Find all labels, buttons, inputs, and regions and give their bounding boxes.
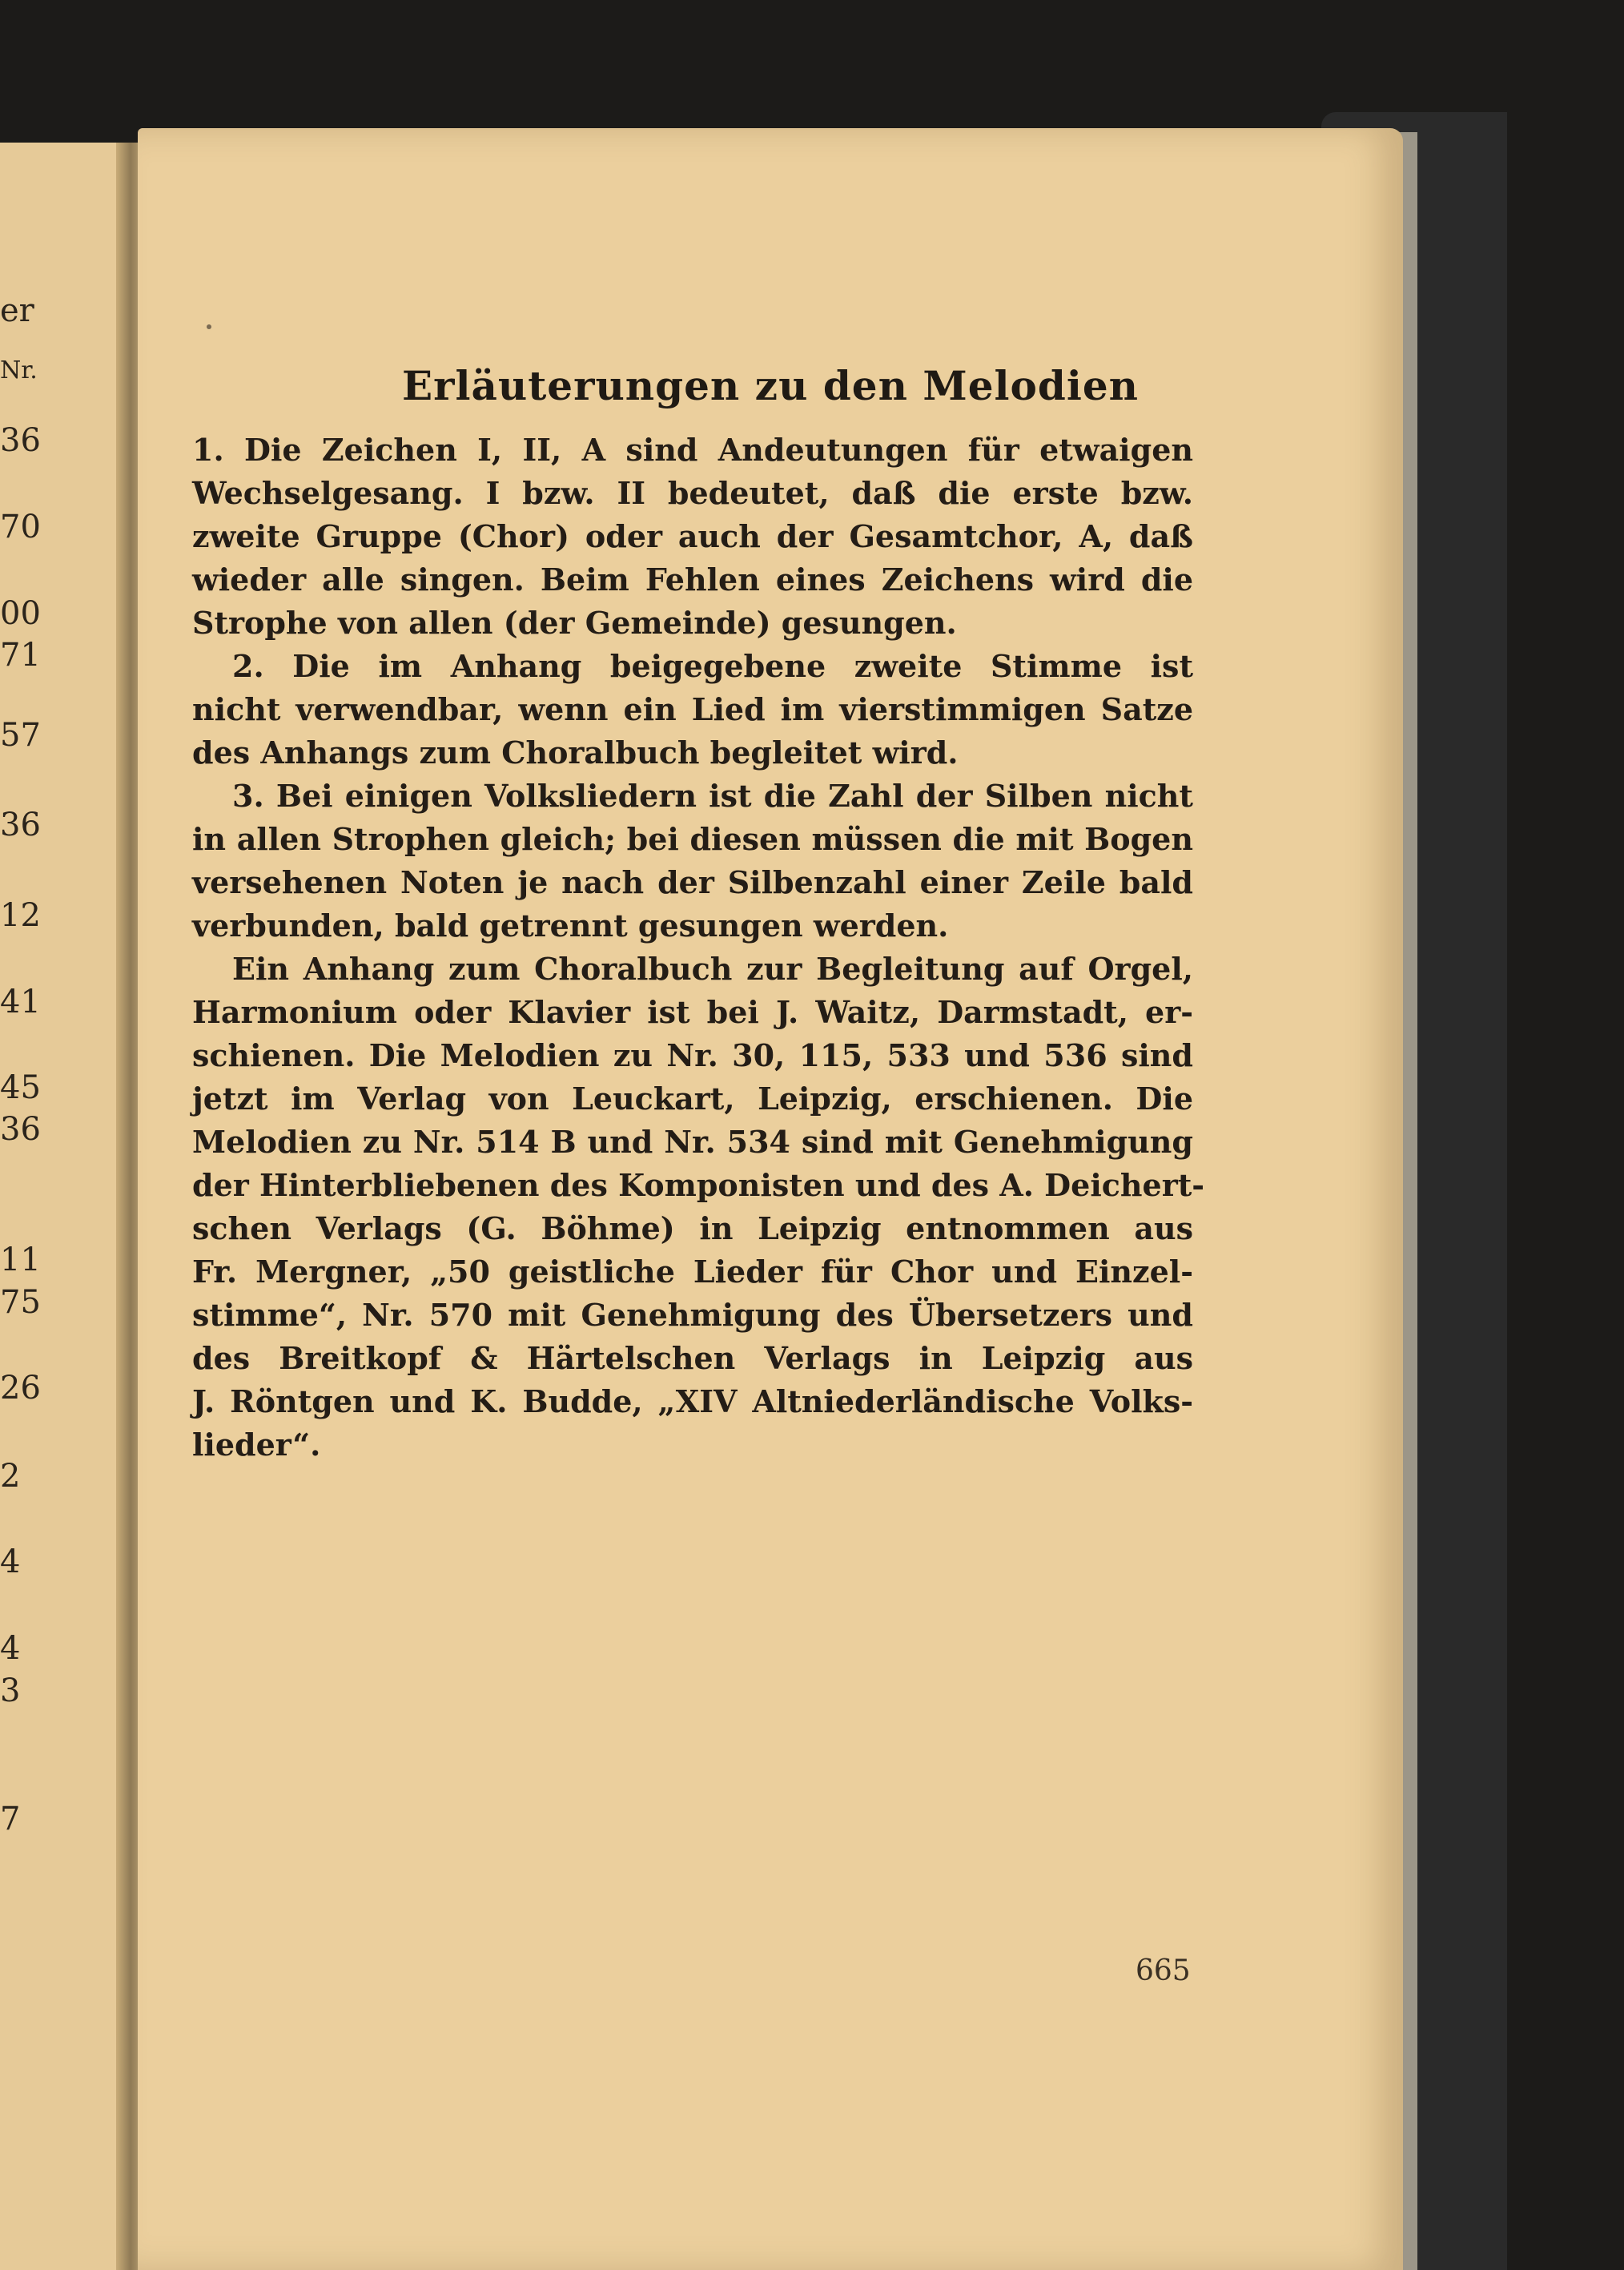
text-line: des Anhangs zum Choralbuch begleitet wird. xyxy=(192,735,959,771)
text-line: Strophe von allen (der Gemeinde) gesungen. xyxy=(192,605,957,641)
left-page-number: 36 xyxy=(0,422,41,459)
left-page-number: 7 xyxy=(0,1801,21,1837)
text-line: schen Verlags (G. Böhme) in Leipzig entnommen aus xyxy=(192,1210,1193,1246)
left-page-number: 00 xyxy=(0,595,41,632)
left-page-number: 70 xyxy=(0,509,41,545)
left-page-number: 3 xyxy=(0,1672,21,1709)
page-title: Erläuterungen zu den Melodien xyxy=(402,362,1139,409)
left-page-number: Nr. xyxy=(0,356,38,384)
left-page-number: 4 xyxy=(0,1544,21,1580)
text-line: stimme“, Nr. 570 mit Genehmigung des Übersetzers und xyxy=(192,1297,1193,1333)
left-page-number: 45 xyxy=(0,1069,41,1106)
left-page-number: 41 xyxy=(0,984,41,1020)
text-line: jetzt im Verlag von Leuckart, Leipzig, erschienen. Die xyxy=(192,1081,1193,1117)
text-line: 1. Die Zeichen I, II, A sind Andeutungen für etwaigen xyxy=(192,432,1193,468)
text-line: schienen. Die Melodien zu Nr. 30, 115, 533 und 536 sind xyxy=(192,1037,1193,1073)
text-line: des Breitkopf & Härtelschen Verlags in Leipzig aus xyxy=(192,1340,1193,1376)
left-page-number: 12 xyxy=(0,897,41,934)
left-page-number: 36 xyxy=(0,1111,41,1148)
paper-speck xyxy=(207,324,211,329)
left-page-number: 4 xyxy=(0,1630,21,1667)
text-line: versehenen Noten je nach der Silbenzahl einer Zeile bald xyxy=(192,864,1193,900)
left-page-number: 36 xyxy=(0,807,41,843)
text-line: 2. Die im Anhang beigegebene zweite Stimme ist xyxy=(232,648,1193,684)
left-page-number: 57 xyxy=(0,717,41,754)
left-page-number: 26 xyxy=(0,1370,41,1407)
text-line: lieder“. xyxy=(192,1427,321,1463)
text-line: zweite Gruppe (Chor) oder auch der Gesamtchor, A, daß xyxy=(192,518,1193,554)
text-line: Wechselgesang. I bzw. II bedeutet, daß die erste bzw. xyxy=(192,475,1193,511)
left-page-number: 2 xyxy=(0,1458,21,1495)
left-page-number: er xyxy=(0,292,34,329)
text-line: Fr. Mergner, „50 geistliche Lieder für Chor und Einzel- xyxy=(192,1254,1193,1290)
text-line: verbunden, bald getrennt gesungen werden. xyxy=(192,908,949,944)
text-line: der Hinterbliebenen des Komponisten und des A. Deichert- xyxy=(192,1167,1205,1203)
left-page-number: 71 xyxy=(0,637,41,674)
text-line: 3. Bei einigen Volksliedern ist die Zahl der Silben nicht xyxy=(232,778,1193,814)
text-line: wieder alle singen. Beim Fehlen eines Zeichens wird die xyxy=(192,561,1193,598)
text-line: J. Röntgen und K. Budde, „XIV Altniederländische Volks- xyxy=(192,1383,1193,1419)
text-line: Harmonium oder Klavier ist bei J. Waitz, Darmstadt, er- xyxy=(192,994,1193,1030)
text-line: nicht verwendbar, wenn ein Lied im vierstimmigen Satze xyxy=(192,691,1193,727)
page-number: 665 xyxy=(1136,1954,1191,1987)
text-line: Ein Anhang zum Choralbuch zur Begleitung auf Orgel, xyxy=(232,951,1193,987)
text-line: in allen Strophen gleich; bei diesen müssen die mit Bogen xyxy=(192,821,1193,857)
left-page-number: 11 xyxy=(0,1242,41,1278)
left-page-number: 75 xyxy=(0,1284,41,1321)
text-line: Melodien zu Nr. 514 B und Nr. 534 sind mit Genehmigung xyxy=(192,1124,1193,1160)
